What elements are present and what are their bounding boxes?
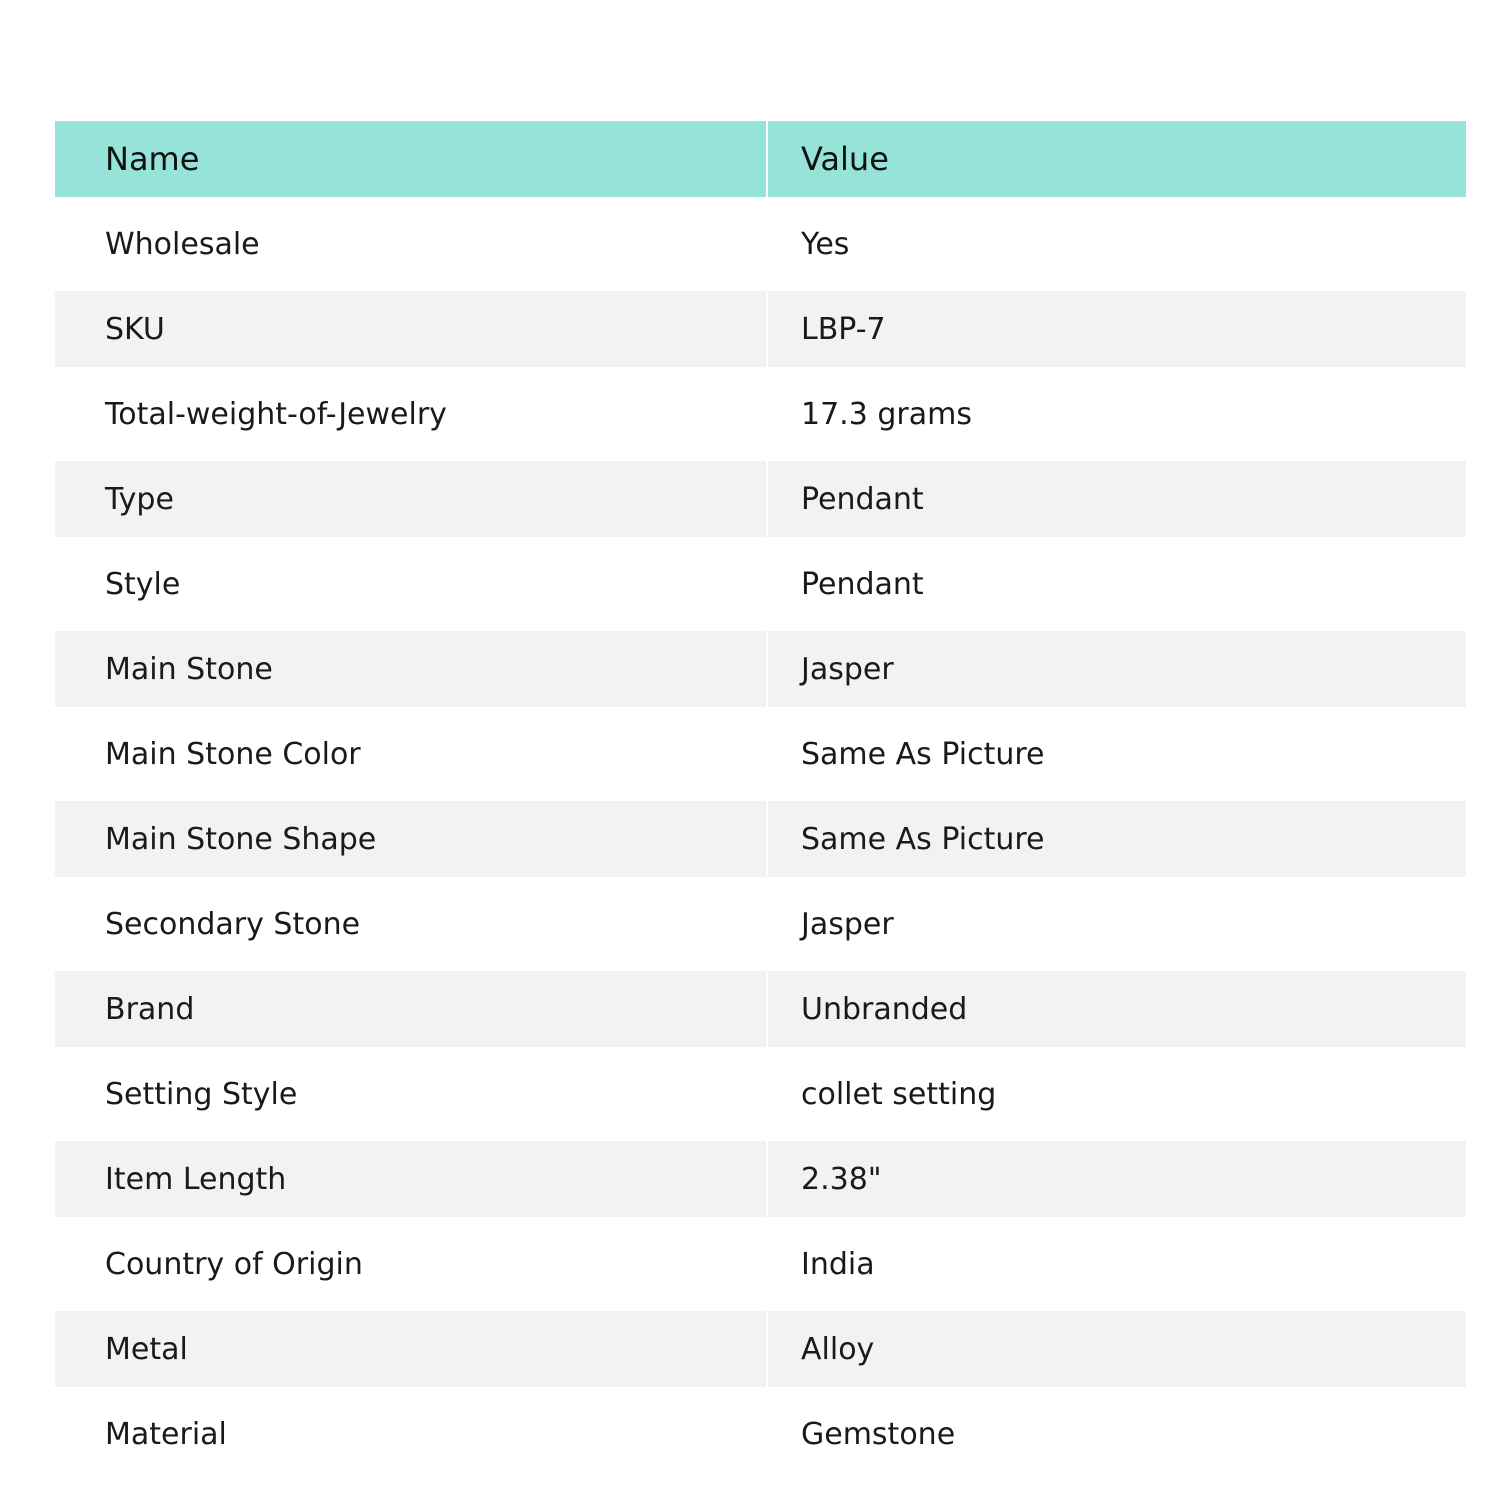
row-value: Pendant: [767, 461, 1466, 537]
row-name: Secondary Stone: [55, 877, 767, 971]
table-row: [55, 631, 1466, 707]
table-row: [55, 197, 1466, 291]
row-name: Country of Origin: [55, 1217, 767, 1311]
row-name: Total-weight-of-Jewelry: [55, 367, 767, 461]
row-value: Same As Picture: [767, 801, 1466, 877]
table-row: [55, 1311, 1466, 1387]
spec-table: [55, 121, 1466, 1481]
table-row: [55, 1387, 1466, 1481]
table-row: [55, 1217, 1466, 1311]
table-header: [55, 121, 1466, 197]
row-value: 2.38": [767, 1141, 1466, 1217]
row-value: India: [767, 1217, 1466, 1311]
row-name: Brand: [55, 971, 767, 1047]
row-value: Unbranded: [767, 971, 1466, 1047]
table-row: [55, 1141, 1466, 1217]
row-value: Jasper: [767, 877, 1466, 971]
table-row: [55, 367, 1466, 461]
row-name: Main Stone: [55, 631, 767, 707]
row-value: Alloy: [767, 1311, 1466, 1387]
row-value: Yes: [767, 197, 1466, 291]
row-value: 17.3 grams: [767, 367, 1466, 461]
row-value: Jasper: [767, 631, 1466, 707]
row-name: SKU: [55, 291, 767, 367]
row-value: Pendant: [767, 537, 1466, 631]
row-name: Material: [55, 1387, 767, 1481]
row-value: Same As Picture: [767, 707, 1466, 801]
row-name: Main Stone Shape: [55, 801, 767, 877]
table-row: [55, 1047, 1466, 1141]
header-row: [55, 121, 1466, 197]
table-row: [55, 877, 1466, 971]
header-value: Value: [767, 121, 1466, 197]
table-row: [55, 291, 1466, 367]
row-name: Type: [55, 461, 767, 537]
header-name: Name: [55, 121, 767, 197]
table-row: [55, 537, 1466, 631]
row-name: Item Length: [55, 1141, 767, 1217]
table-row: [55, 461, 1466, 537]
row-name: Metal: [55, 1311, 767, 1387]
table-row: [55, 801, 1466, 877]
row-value: Gemstone: [767, 1387, 1466, 1481]
row-name: Main Stone Color: [55, 707, 767, 801]
table-row: [55, 707, 1466, 801]
table-row: [55, 971, 1466, 1047]
row-name: Setting Style: [55, 1047, 767, 1141]
row-value: collet setting: [767, 1047, 1466, 1141]
table-body: [55, 197, 1466, 1481]
row-value: LBP-7: [767, 291, 1466, 367]
row-name: Style: [55, 537, 767, 631]
row-name: Wholesale: [55, 197, 767, 291]
